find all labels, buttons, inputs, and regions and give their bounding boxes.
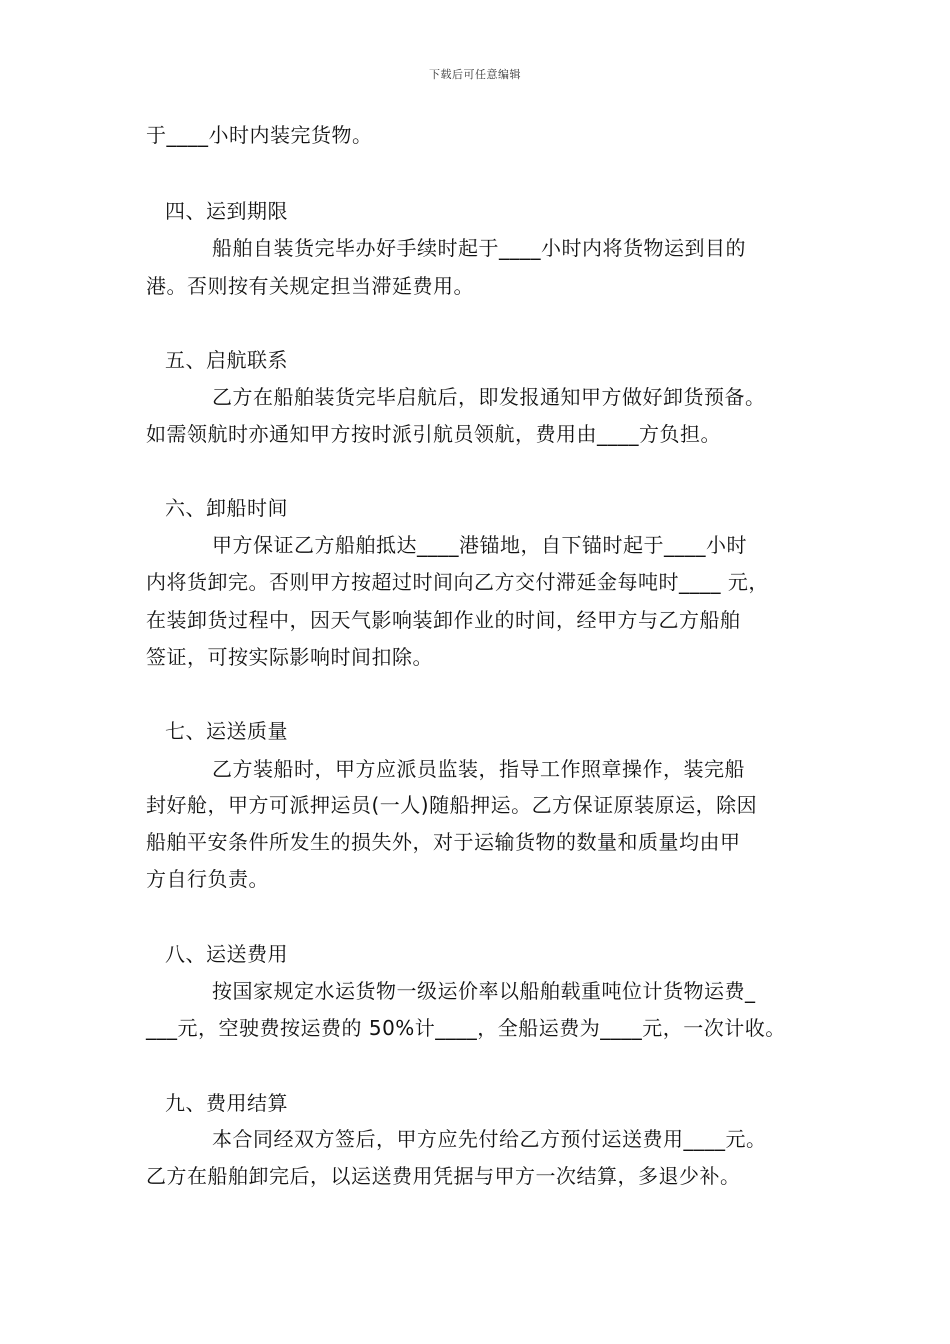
text-line: 乙方在船舶装货完毕启航后，即发报通知甲方做好卸货预备。 — [212, 385, 766, 409]
text-line: 本合同经双方签后，甲方应先付给乙方预付运送费用____元。 — [212, 1127, 767, 1151]
text-line: 方自行负责。 — [146, 867, 269, 891]
text-line: 按国家规定水运货物一级运价率以船舶载重吨位计货物运费_ — [212, 979, 756, 1003]
text-line: 封好舱，甲方可派押运员(一人)随船押运。乙方保证原装原运，除因 — [146, 793, 758, 817]
text-line: 签证，可按实际影响时间扣除。 — [146, 645, 433, 669]
text-line: 乙方装船时，甲方应派员监装，指导工作照章操作，装完船 — [212, 757, 745, 781]
text-line: 甲方保证乙方船舶抵达____港锚地，自下锚时起于____小时 — [212, 533, 747, 557]
section-heading-9: 九、费用结算 — [165, 1091, 288, 1115]
text-line: 于____小时内装完货物。 — [146, 123, 373, 147]
text-line: 船舶平安条件所发生的损失外，对于运输货物的数量和质量均由甲 — [146, 830, 741, 854]
text-line: 港。否则按有关规定担当滞延费用。 — [146, 274, 474, 298]
section-heading-8: 八、运送费用 — [165, 942, 288, 966]
text-line: 船舶自装货完毕办好手续时起于____小时内将货物运到目的 — [212, 236, 746, 260]
text-line: 内将货卸完。否则甲方按超过时间向乙方交付滞延金每吨时____ 元， — [146, 570, 769, 594]
text-line: ___元，空驶费按运费的 50%计____，全船运费为____元，一次计收。 — [146, 1016, 786, 1040]
section-heading-4: 四、运到期限 — [165, 199, 288, 223]
text-line: 如需领航时亦通知甲方按时派引航员领航，费用由____方负担。 — [146, 422, 721, 446]
text-line: 在装卸货过程中，因天气影响装卸作业的时间，经甲方与乙方船舶 — [146, 608, 741, 632]
text-line: 乙方在船舶卸完后，以运送费用凭据与甲方一次结算，多退少补。 — [146, 1164, 741, 1188]
section-heading-5: 五、启航联系 — [165, 348, 288, 372]
section-heading-6: 六、卸船时间 — [165, 496, 288, 520]
section-heading-7: 七、运送质量 — [165, 719, 288, 743]
page-header: 下载后可任意编辑 — [429, 68, 521, 81]
